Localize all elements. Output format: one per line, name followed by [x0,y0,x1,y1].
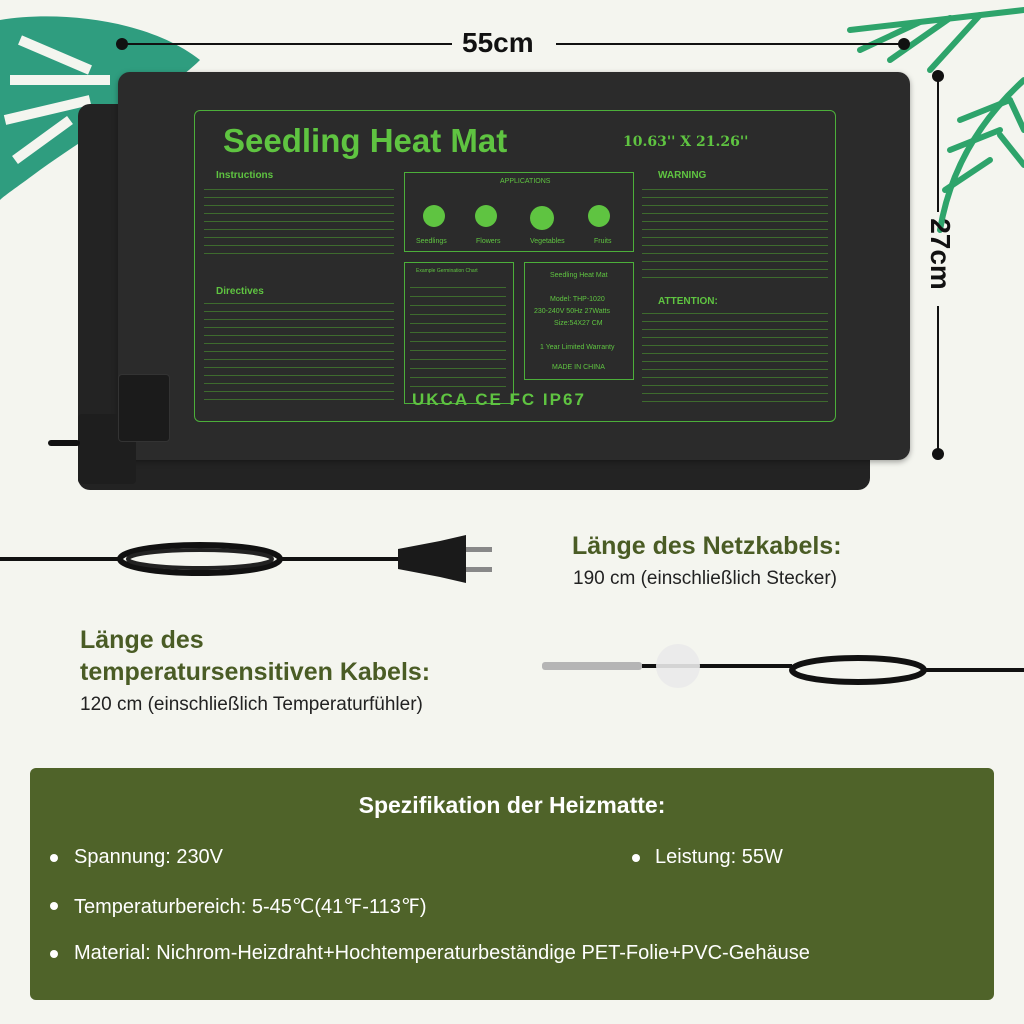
warning-text [642,186,828,282]
sensor-cable-length: 120 cm (einschließlich Temperaturfühler) [80,694,423,715]
instructions-heading: Instructions [216,170,274,181]
power-cable-length: 190 cm (einschließlich Stecker) [573,568,837,589]
label-line: 230-240V 50Hz 27Watts [534,308,611,315]
height-dimension-line [937,76,939,212]
power-cable-heading: Länge des Netzkabels: [572,532,842,560]
label-line: Seedling Heat Mat [550,272,608,279]
heat-mat [118,72,910,460]
mat-cable-stub [48,440,80,446]
bullet [632,854,640,862]
mat-title: Seedling Heat Mat [223,122,508,159]
dimension-endpoint [898,38,910,50]
chart-heading: Example Germination Chart [416,268,478,274]
instructions-text [204,186,394,256]
width-dimension-line [122,43,452,45]
spec-voltage: Spannung: 230V [74,846,224,868]
plant-icons [414,196,624,236]
spec-panel [30,768,994,1000]
label-line: MADE IN CHINA [552,364,605,371]
spec-material: Material: Nichrom-Heizdraht+Hochtemperaturbeständige PET-Folie+PVC-Gehäuse [74,942,810,964]
application-fruits: Fruits [594,238,612,245]
application-flowers: Flowers [476,238,501,245]
attention-text [642,310,828,406]
label-line: Size:54X27 CM [554,320,603,327]
bullet [50,950,58,958]
temperature-probe-icon [538,636,1024,706]
bullet [50,902,58,910]
width-label: 55cm [462,27,534,58]
application-vegetables: Vegetables [530,238,565,245]
label-line: 1 Year Limited Warranty [540,344,615,351]
certification-marks: UKCA CE FC IP67 [412,390,586,409]
spec-temperature: Temperaturbereich: 5-45℃(41℉-113℉) [74,896,427,918]
width-dimension-line [556,43,904,45]
directives-heading: Directives [216,286,264,297]
height-label: 27cm [924,218,956,290]
directives-text [204,300,394,404]
spec-title: Spezifikation der Heizmatte: [358,792,666,818]
bullet [50,854,58,862]
mat-controller-box [118,374,170,442]
power-cable-plug-icon [0,525,500,595]
applications-heading: APPLICATIONS [500,178,551,185]
chart-rows [410,282,506,392]
warning-heading: WARNING [658,170,707,181]
sensor-cable-heading-line2: temperatursensitiven Kabels: [80,658,431,686]
label-line: Model: THP-1020 [550,296,605,303]
dimension-endpoint [932,448,944,460]
application-seedlings: Seedlings [416,238,447,245]
spec-power: Leistung: 55W [655,846,783,868]
attention-heading: ATTENTION: [658,296,718,307]
sensor-cable-heading-line1: Länge des [80,626,204,654]
mat-size: 10.63'' X 21.26'' [623,134,749,150]
height-dimension-line [937,306,939,454]
